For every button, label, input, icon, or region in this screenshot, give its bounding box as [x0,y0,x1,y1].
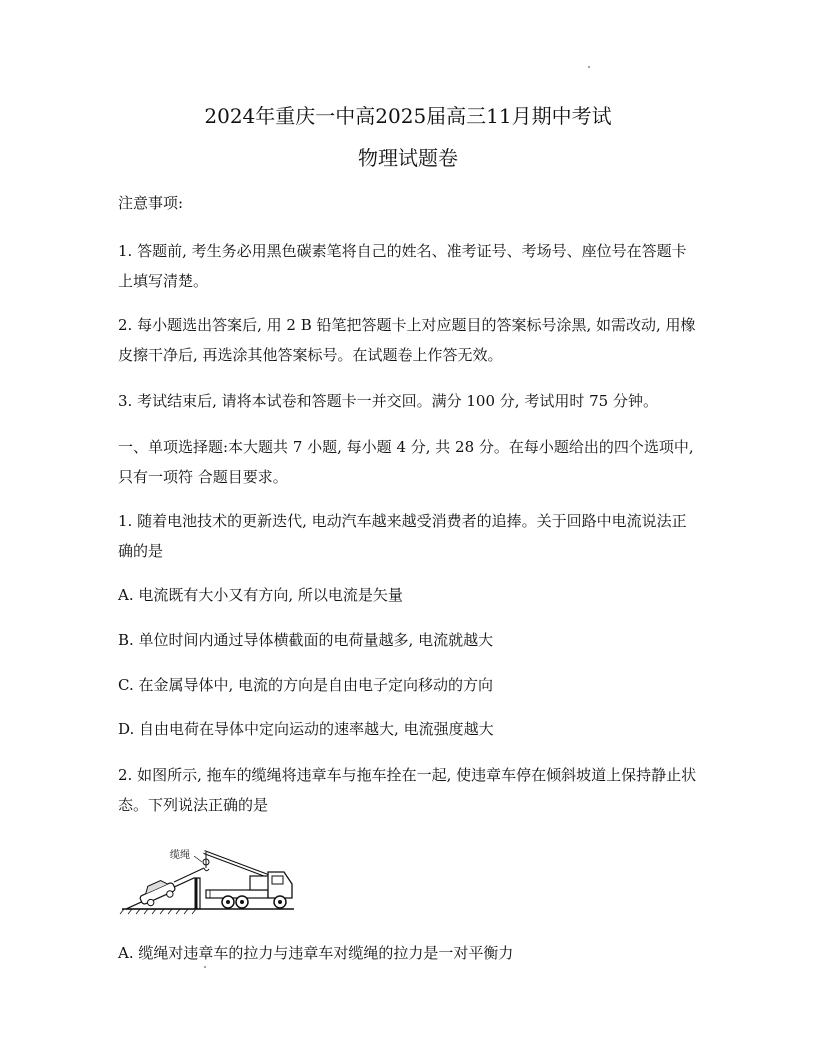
exam-title: 2024年重庆一中高2025届高三11月期中考试 [204,104,612,128]
exam-subtitle: 物理试题卷 [358,146,458,170]
note-item-1: 1. 答题前, 考生务必用黑色碳素笔将自己的姓名、准考证号、考场号、座位号在答题卡上填写清楚。 [118,242,687,290]
q1-option-a: A. 电流既有大小又有方向, 所以电流是矢量 [118,586,403,604]
q1-option-d: D. 自由电荷在导体中定向运动的速率越大, 电流强度越大 [118,720,494,738]
cable-label: 缆绳 [170,850,190,861]
q1-option-b: B. 单位时间内通过导体横截面的电荷量越多, 电流就越大 [118,631,494,649]
question-2-stem: 2. 如图所示, 拖车的缆绳将违章车与拖车拴在一起, 使违章车停在倾斜坡道上保持静止状态。下列说法正确的是 [118,766,697,814]
note-item-3: 3. 考试结束后, 请将本试卷和答题卡一并交回。满分 100 分, 考试用时 75 分钟。 [118,392,658,410]
note-item-2: 2. 每小题选出答案后, 用 2 B 铅笔把答题卡上对应题目的答案标号涂黑, 如需改动, 用橡皮擦干净后, 再选涂其他答案标号。在试题卷上作答无效。 [118,316,696,364]
tow-truck-figure [118,838,298,918]
q2-option-a: A. 缆绳对违章车的拉力与违章车对缆绳的拉力是一对平衡力 [118,944,514,962]
notes-heading: 注意事项: [118,194,184,212]
q1-option-c: C. 在金属导体中, 电流的方向是自由电子定向移动的方向 [118,676,494,694]
scan-dot [588,66,590,68]
question-1-stem: 1. 随着电池技术的更新迭代, 电动汽车越来越受消费者的追捧。关于回路中电流说法正确的是 [118,512,687,560]
scan-dot [204,966,206,968]
section-heading: 一、单项选择题:本大题共 7 小题, 每小题 4 分, 共 28 分。在每小题给出的四个选项中, 只有一项符 合题目要求。 [118,438,694,486]
